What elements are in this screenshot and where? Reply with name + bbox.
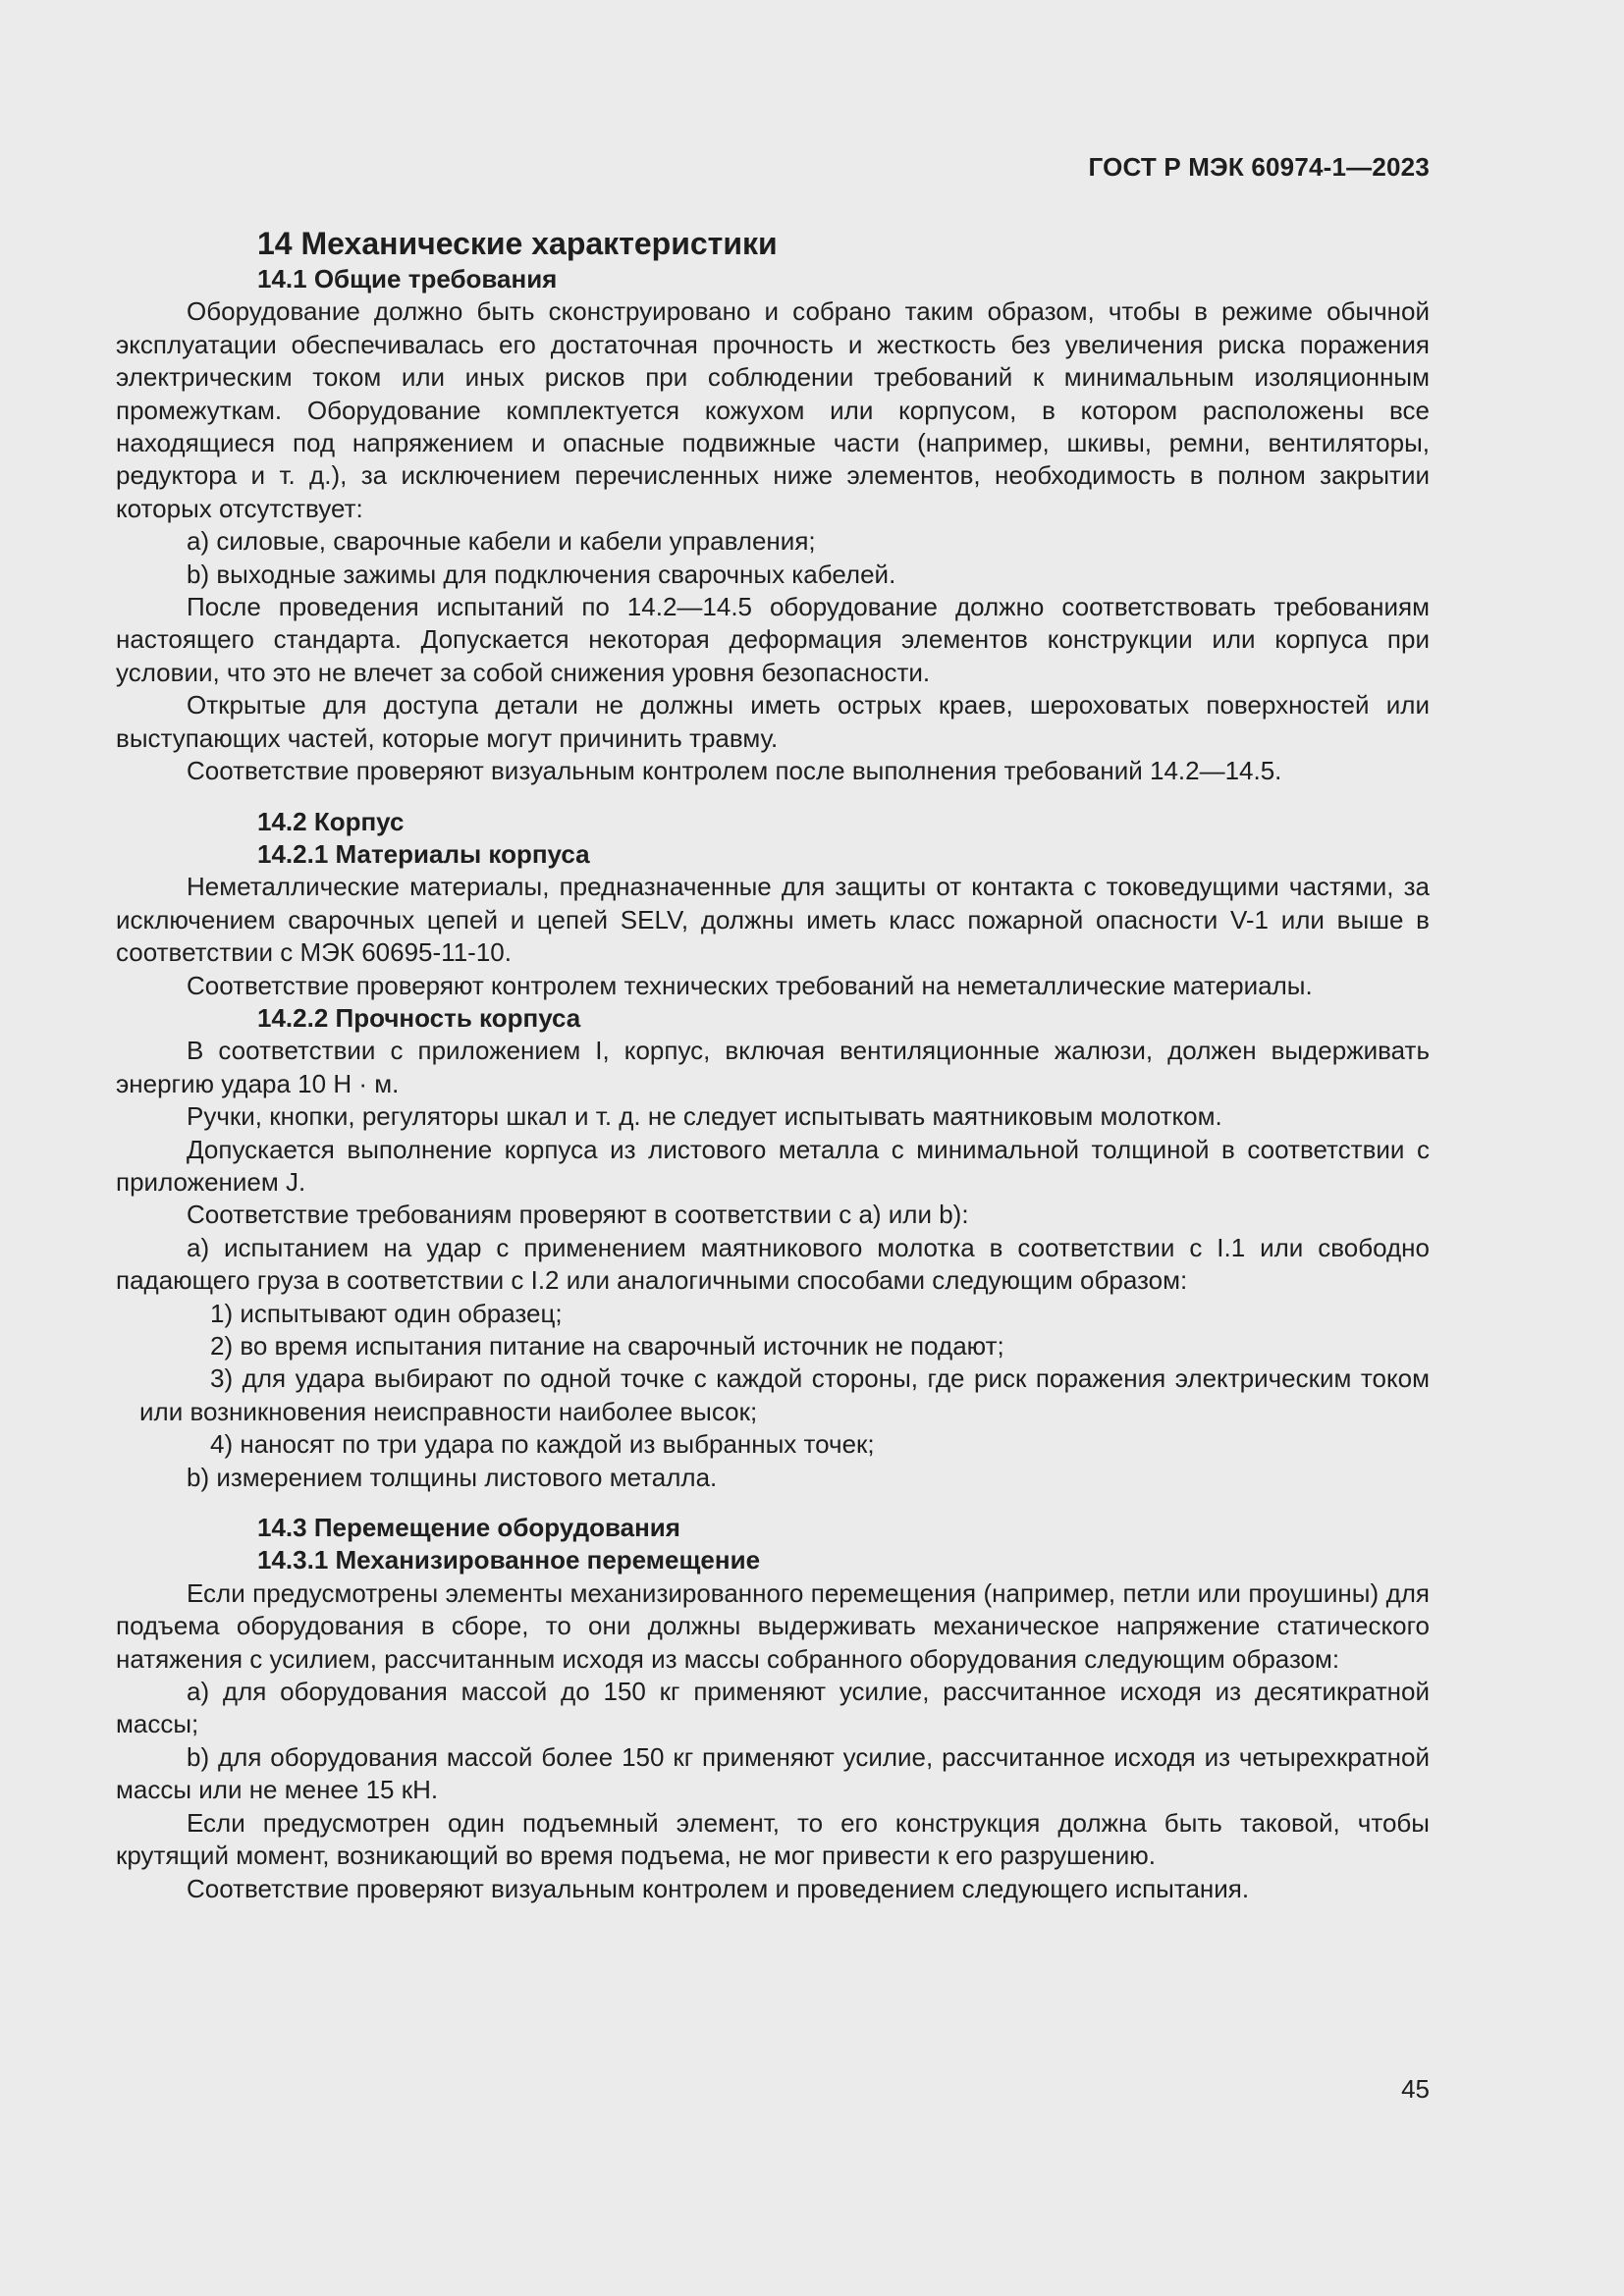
clause-14-2-1-title: 14.2.1 Материалы корпуса — [257, 838, 590, 869]
page-number: 45 — [1401, 2074, 1430, 2104]
list-item: a) испытанием на удар с применением маятникового молотка в соответствии с I.1 или свободно падающего груза в соответствии с I.2 или аналогичными способами следующим образом: — [116, 1232, 1430, 1296]
standard-designation: ГОСТ Р МЭК 60974-1—2023 — [1088, 152, 1430, 182]
paragraph: Оборудование должно быть сконструировано и собрано таким образом, чтобы в режиме обычной эксплуатации обеспечивалась его достаточная прочность и жесткость без увеличения риска поражения электрическим током или иных рисков при соблюдении требований к минимальным изоляционным промежуткам. Оборудование комплектуется кожухом или корпусом, в котором расположены все находящиеся под напряжением и опасные подвижные части (например, шкивы, ремни, вентиляторы, редуктора и т. д.), за исключением перечисленных ниже элементов, необходимость в полном закрытии которых отсутствует: — [116, 296, 1430, 523]
paragraph: Если предусмотрены элементы механизированного перемещения (например, петли или проушины) для подъема оборудования в сборе, то они должны выдерживать механическое напряжение статического натяжения с усилием, рассчитанным исходя из массы собранного оборудования следующим образом: — [116, 1577, 1430, 1674]
paragraph: В соответствии с приложением I, корпус, включая вентиляционные жалюзи, должен выдерживать энергию удара 10 Н · м. — [116, 1036, 1430, 1098]
paragraph: Допускается выполнение корпуса из листового металла с минимальной толщиной в соответствии с приложением J. — [116, 1134, 1430, 1197]
list-item: b) выходные зажимы для подключения сварочных кабелей. — [187, 559, 896, 589]
paragraph: Если предусмотрен один подъемный элемент, то его конструкция должна быть таковой, чтобы крутящий момент, возникающий во время подъема, не мог привести к его разрушению. — [116, 1807, 1430, 1871]
paragraph: Соответствие проверяют визуальным контролем после выполнения требований 14.2—14.5. — [187, 756, 1282, 786]
paragraph: Неметаллические материалы, предназначенные для защиты от контакта с токоведущими частями, за исключением сварочных цепей и цепей SELV, должны иметь класс пожарной опасности V-1 или выше в соответствии с МЭК 60695-11-10. — [116, 872, 1430, 968]
paragraph: Соответствие требованиям проверяют в соответствии с a) или b): — [187, 1200, 969, 1230]
numbered-item: 1) испытывают один образец; — [210, 1298, 563, 1328]
paragraph: После проведения испытаний по 14.2—14.5 оборудование должно соответствовать требованиям настоящего стандарта. Допускается некоторая деформация элементов конструкции или корпуса при условии, что это не влечет за собой снижения уровня безопасности. — [116, 592, 1430, 687]
paragraph: Открытые для доступа детали не должны иметь острых краев, шероховатых поверхностей или выступающих частей, которые могут причинить травму. — [116, 690, 1430, 753]
list-item: b) для оборудования массой более 150 кг применяют усилие, рассчитанное исходя из четырехкратной массы или не менее 15 кН. — [116, 1741, 1430, 1805]
list-item: a) для оборудования массой до 150 кг применяют усилие, рассчитанное исходя из десятикратной массы; — [116, 1677, 1430, 1739]
numbered-item: 2) во время испытания питание на сварочный источник не подают; — [210, 1331, 1004, 1361]
subsection-14-1-title: 14.1 Общие требования — [257, 264, 558, 294]
section-title: 14 Механические характеристики — [257, 226, 778, 261]
clause-14-2-2-title: 14.2.2 Прочность корпуса — [257, 1002, 581, 1033]
clause-14-3-1-title: 14.3.1 Механизированное перемещение — [257, 1545, 761, 1575]
paragraph: Ручки, кнопки, регуляторы шкал и т. д. не следует испытывать маятниковым молотком. — [187, 1101, 1222, 1132]
paragraph: Соответствие проверяют визуальным контролем и проведением следующего испытания. — [187, 1873, 1250, 1903]
list-item: a) силовые, сварочные кабели и кабели управления; — [187, 526, 816, 557]
subsection-14-2-title: 14.2 Корпус — [257, 806, 405, 836]
numbered-item: 4) наносят по три удара по каждой из выбранных точек; — [210, 1429, 875, 1460]
page-content — [116, 224, 1430, 1905]
numbered-item: 3) для удара выбирают по одной точке с каждой стороны, где риск поражения электрическим током или возникновения неисправности наиболее высок; — [139, 1363, 1430, 1426]
list-item: b) измерением толщины листового металла. — [187, 1462, 718, 1492]
subsection-14-3-title: 14.3 Перемещение оборудования — [257, 1513, 680, 1543]
paragraph: Соответствие проверяют контролем технических требований на неметаллические материалы. — [187, 970, 1313, 1000]
